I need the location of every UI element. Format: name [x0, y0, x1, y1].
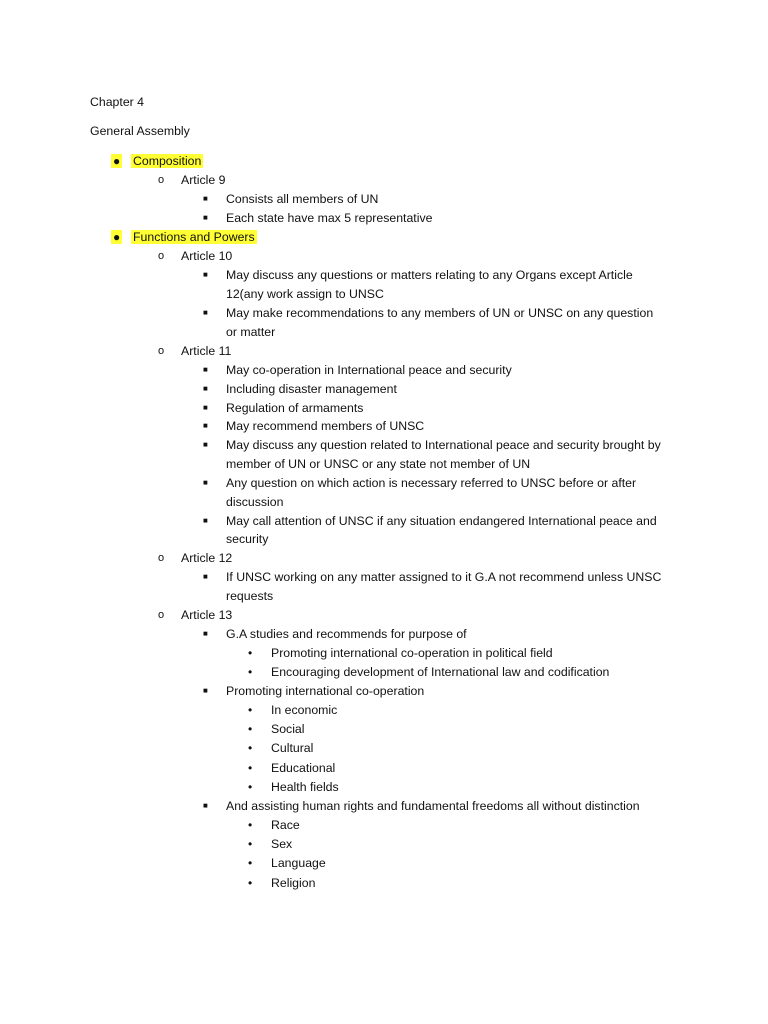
list-item: And assisting human rights and fundamental freedoms all without distinction: [226, 799, 640, 813]
square-bullet-icon: ■: [203, 308, 208, 317]
list-item: If UNSC working on any matter assigned to it G.A not recommend unless UNSC: [226, 570, 662, 584]
article-12-label: Article 12: [181, 551, 233, 565]
list-item-continued: discussion: [226, 495, 284, 509]
list-item: Race: [271, 818, 300, 832]
dot-bullet-icon: •: [248, 761, 253, 775]
circle-bullet-icon: o: [158, 174, 165, 186]
square-bullet-icon: ■: [203, 403, 208, 412]
list-item: Consists all members of UN: [226, 192, 379, 206]
dot-bullet-icon: •: [248, 876, 253, 890]
list-item: May make recommendations to any members of UN or UNSC on any question: [226, 306, 654, 320]
dot-bullet-icon: •: [248, 837, 253, 851]
list-item: May co-operation in International peace and security: [226, 363, 512, 377]
square-bullet-icon: ■: [203, 421, 208, 430]
list-item: Including disaster management: [226, 382, 397, 396]
square-bullet-icon: ■: [203, 440, 208, 449]
dot-bullet-icon: •: [248, 856, 253, 870]
list-item: Health fields: [271, 780, 339, 794]
list-item: Educational: [271, 761, 336, 775]
list-item: Sex: [271, 837, 293, 851]
square-bullet-icon: ■: [203, 213, 208, 222]
list-item: Regulation of armaments: [226, 401, 364, 415]
list-item-continued: member of UN or UNSC or any state not member of UN: [226, 457, 531, 471]
list-item: Social: [271, 722, 305, 736]
list-item: Promoting international co-operation in political field: [271, 646, 553, 660]
dot-bullet-icon: •: [248, 741, 253, 755]
square-bullet-icon: ■: [203, 384, 208, 393]
dot-bullet-icon: •: [248, 818, 253, 832]
article-11-label: Article 11: [181, 344, 232, 358]
square-bullet-icon: ■: [203, 365, 208, 374]
bullet-icon: ●: [113, 230, 121, 244]
square-bullet-icon: ■: [203, 686, 208, 695]
dot-bullet-icon: •: [248, 703, 253, 717]
dot-bullet-icon: •: [248, 780, 253, 794]
list-item-continued: security: [226, 532, 269, 546]
list-item: Cultural: [271, 741, 314, 755]
list-item-continued: 12(any work assign to UNSC: [226, 287, 384, 301]
dot-bullet-icon: •: [248, 665, 253, 679]
section-title: General Assembly: [90, 124, 190, 138]
circle-bullet-icon: o: [158, 609, 165, 621]
list-item: Each state have max 5 representative: [226, 211, 433, 225]
chapter-title: Chapter 4: [90, 95, 145, 109]
list-item: Promoting international co-operation: [226, 684, 425, 698]
bullet-icon: ●: [113, 154, 121, 168]
list-item: May discuss any question related to International peace and security brought by: [226, 438, 661, 452]
list-item: Religion: [271, 876, 316, 890]
article-13-label: Article 13: [181, 608, 233, 622]
list-item: G.A studies and recommends for purpose of: [226, 627, 467, 641]
circle-bullet-icon: o: [158, 345, 165, 357]
square-bullet-icon: ■: [203, 516, 208, 525]
circle-bullet-icon: o: [158, 250, 165, 262]
list-item: Any question on which action is necessary referred to UNSC before or after: [226, 476, 637, 490]
dot-bullet-icon: •: [248, 646, 253, 660]
list-item: May call attention of UNSC if any situation endangered International peace and: [226, 514, 657, 528]
square-bullet-icon: ■: [203, 572, 208, 581]
square-bullet-icon: ■: [203, 478, 208, 487]
article-9-label: Article 9: [181, 173, 226, 187]
list-item: Encouraging development of International law and codification: [271, 665, 610, 679]
functions-heading: Functions and Powers: [133, 230, 255, 244]
list-item: May discuss any questions or matters relating to any Organs except Article: [226, 268, 633, 282]
square-bullet-icon: ■: [203, 194, 208, 203]
dot-bullet-icon: •: [248, 722, 253, 736]
composition-heading: Composition: [133, 154, 202, 168]
list-item: In economic: [271, 703, 338, 717]
square-bullet-icon: ■: [203, 801, 208, 810]
circle-bullet-icon: o: [158, 552, 165, 564]
square-bullet-icon: ■: [203, 270, 208, 279]
square-bullet-icon: ■: [203, 629, 208, 638]
list-item-continued: requests: [226, 589, 274, 603]
list-item: Language: [271, 856, 326, 870]
article-10-label: Article 10: [181, 249, 233, 263]
list-item-continued: or matter: [226, 325, 276, 339]
list-item: May recommend members of UNSC: [226, 419, 425, 433]
